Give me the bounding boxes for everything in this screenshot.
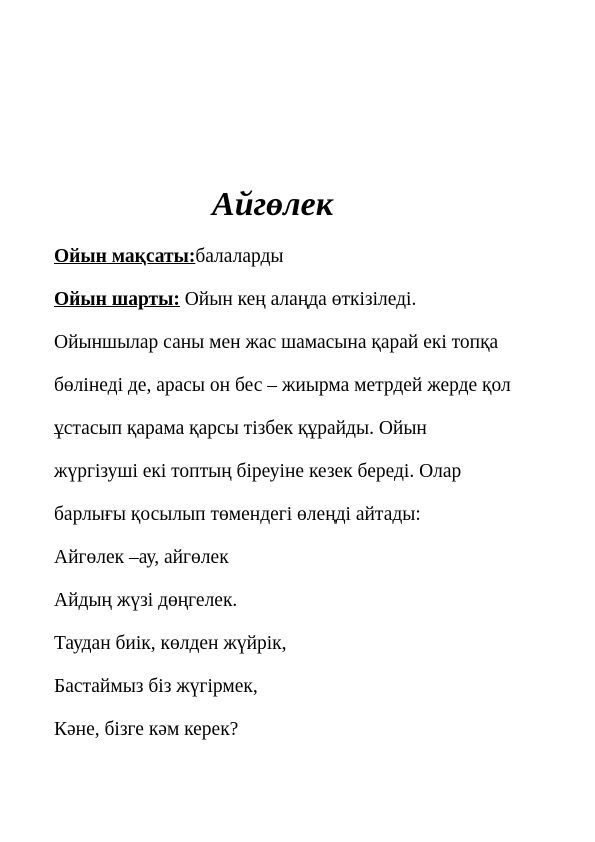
paragraph-line: Ойыншылар саны мен жас шамасына қарай екі топқа [54, 332, 499, 353]
paragraph-line: жүргізуші екі топтың біреуіне кезек береді. Олар [54, 461, 462, 482]
rules-label: Ойын шарты: [54, 289, 180, 310]
goal-line [54, 244, 284, 270]
poem-line: Бастаймыз біз жүгірмек, [54, 676, 258, 697]
goal-text: балаларды [195, 246, 284, 267]
paragraph-line: барлығы қосылып төмендегі өлеңді айтады: [54, 504, 421, 525]
paragraph-line: ұстасып қарама қарсы тізбек құрайды. Ойын [54, 418, 427, 439]
poem-line: Кәне, бізге кәм керек? [54, 719, 239, 740]
document-title [0, 183, 545, 227]
paragraph-line: бөлінеді де, арасы он бес – жиырма метрдей жерде қол [54, 375, 511, 396]
poem-line: Айдың жүзі дөңгелек. [54, 590, 238, 611]
rules-line [54, 287, 416, 313]
title-text: Айгөлек [212, 186, 333, 223]
poem-line: Айгөлек –ау, айгөлек [54, 547, 229, 568]
poem-line: Таудан биік, көлден жүйрік, [54, 633, 287, 654]
goal-label: Ойын мақсаты: [54, 246, 196, 267]
rules-text: Ойын кең алаңда өткізіледі. [179, 289, 417, 310]
